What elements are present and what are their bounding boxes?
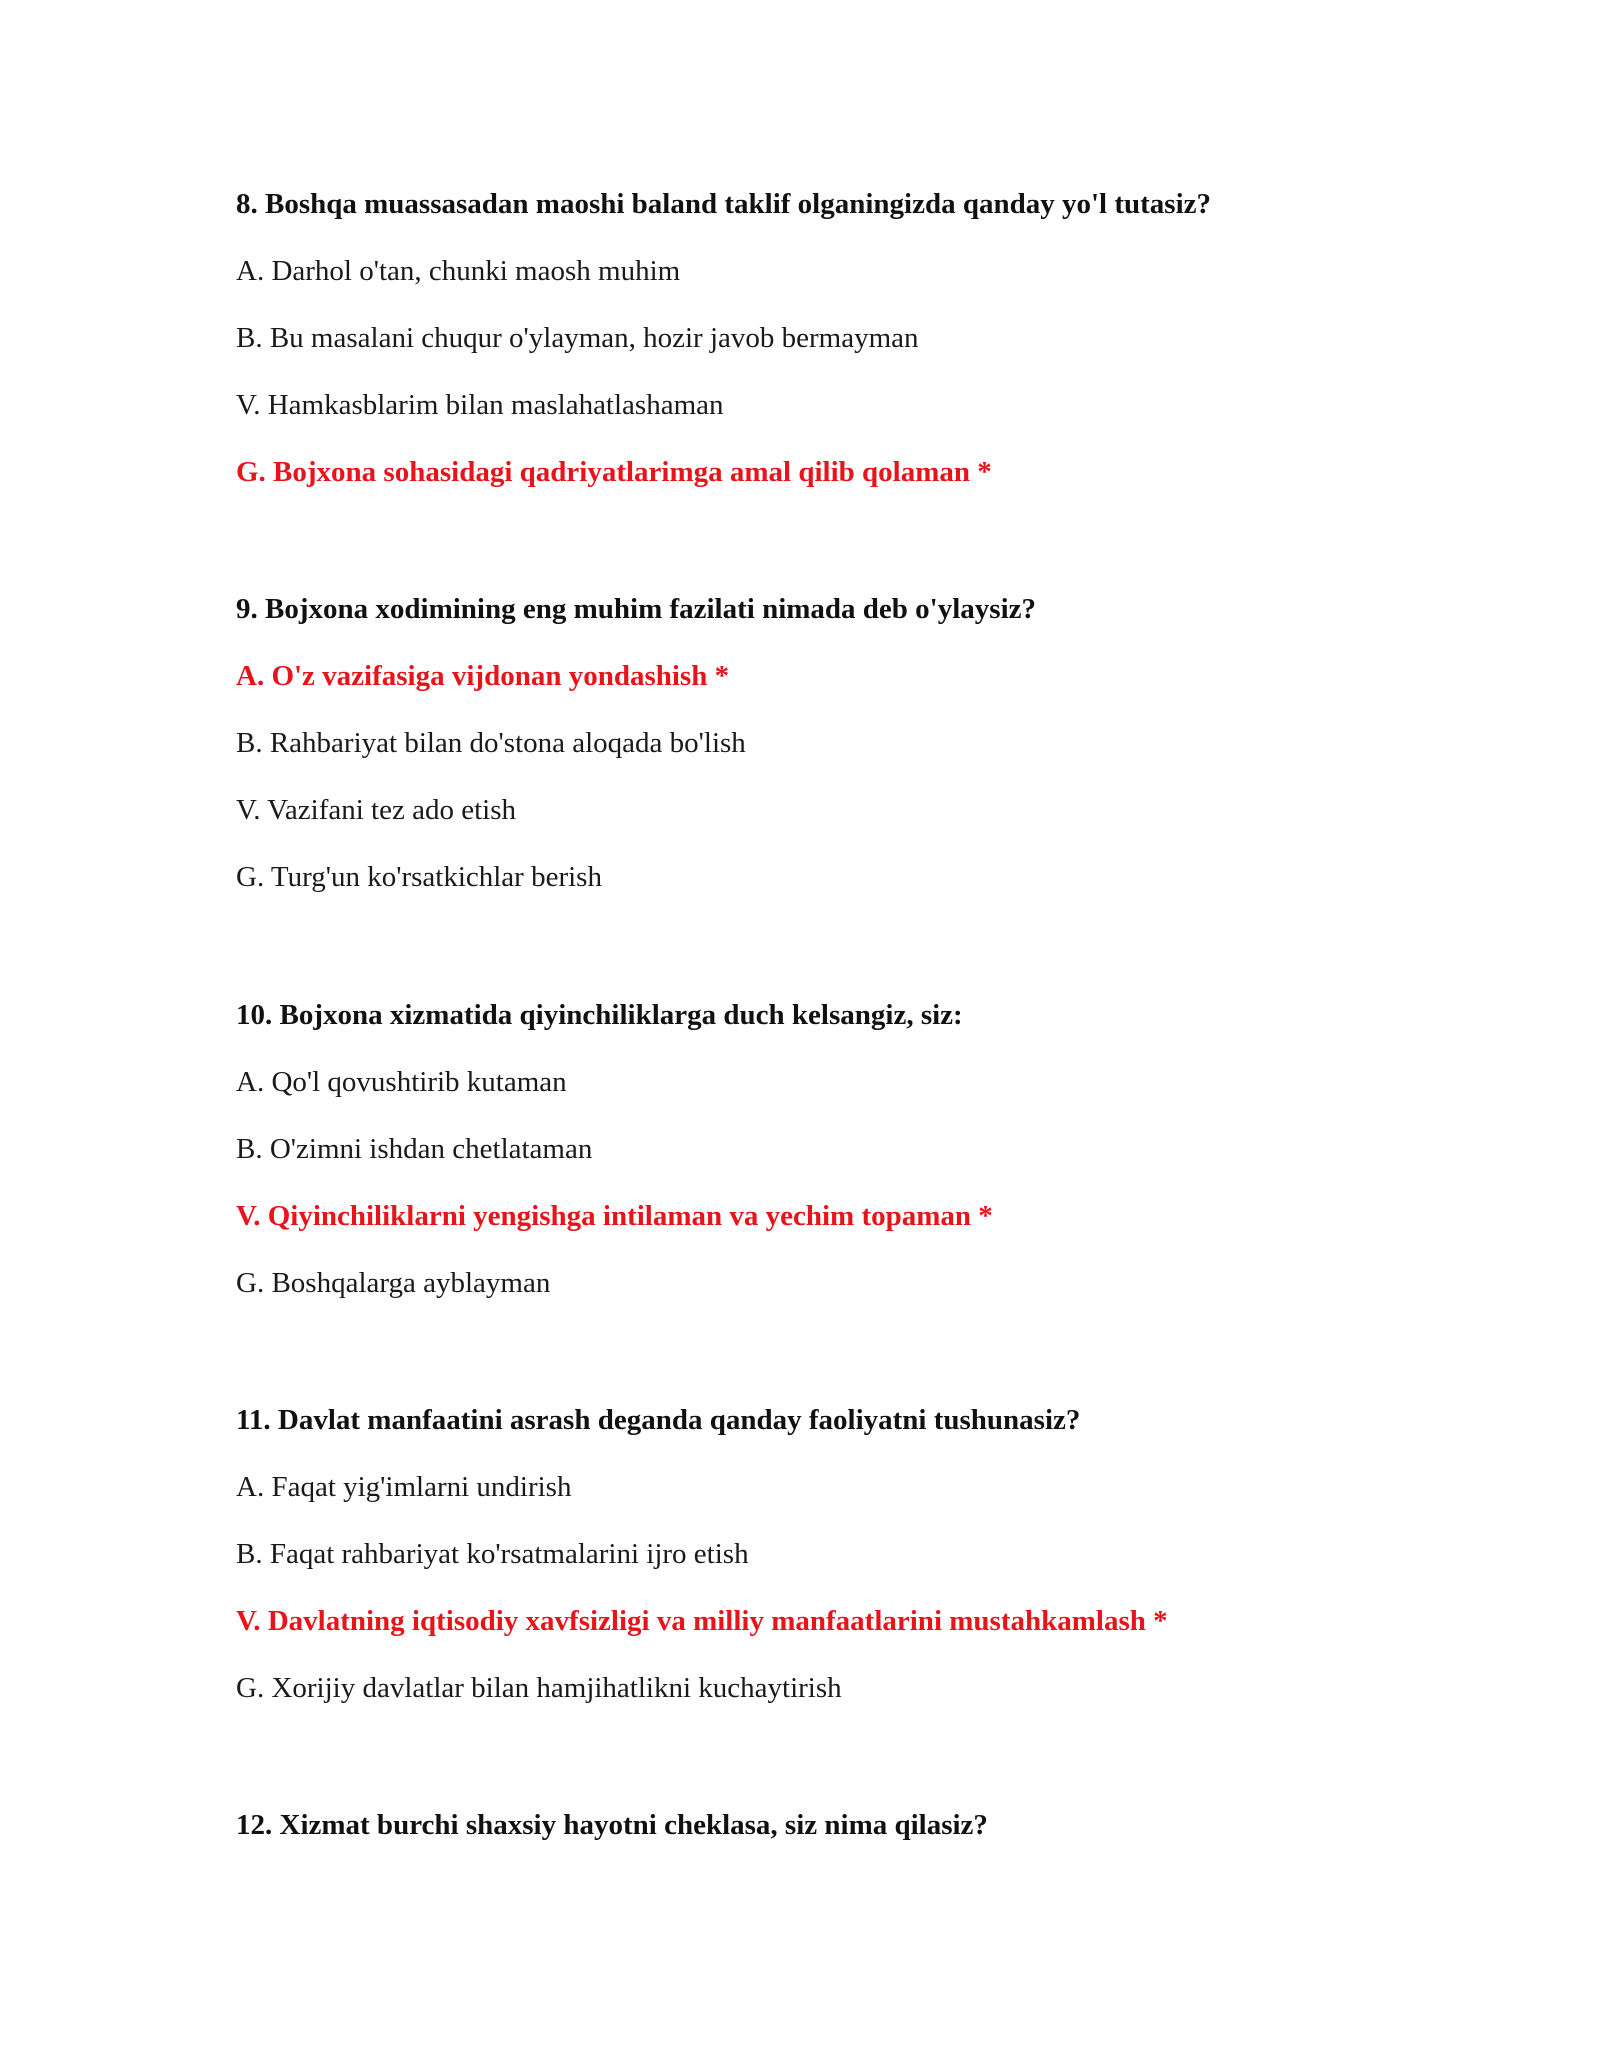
question-9-option-g: G. Turg'un ko'rsatkichlar berish (236, 861, 602, 893)
question-10-option-g: G. Boshqalarga ayblayman (236, 1267, 551, 1299)
question-11-text: 11. Davlat manfaatini asrash deganda qanday faoliyatni tushunasiz? (236, 1404, 1081, 1436)
question-10-option-b: B. O'zimni ishdan chetlataman (236, 1133, 593, 1165)
question-11-option-b: B. Faqat rahbariyat ko'rsatmalarini ijro etish (236, 1538, 749, 1570)
question-9-option-a-correct: A. O'z vazifasiga vijdonan yondashish * (236, 660, 730, 692)
question-8-text: 8. Boshqa muassasadan maoshi baland taklif olganingizda qanday yo'l tutasiz? (236, 188, 1211, 220)
question-10-text: 10. Bojxona xizmatida qiyinchiliklarga duch kelsangiz, siz: (236, 999, 963, 1031)
question-8-option-a: A. Darhol o'tan, chunki maosh muhim (236, 255, 681, 287)
question-11-option-v-correct: V. Davlatning iqtisodiy xavfsizligi va milliy manfaatlarini mustahkamlash * (236, 1605, 1168, 1637)
question-11-option-g: G. Xorijiy davlatlar bilan hamjihatlikni kuchaytirish (236, 1672, 842, 1704)
question-9-option-b: B. Rahbariyat bilan do'stona aloqada bo'lish (236, 727, 746, 759)
question-8-option-v: V. Hamkasblarim bilan maslahatlashaman (236, 389, 724, 421)
question-12-text: 12. Xizmat burchi shaxsiy hayotni cheklasa, siz nima qilasiz? (236, 1809, 988, 1841)
question-10-option-v-correct: V. Qiyinchiliklarni yengishga intilaman va yechim topaman * (236, 1200, 993, 1232)
question-8-option-g-correct: G. Bojxona sohasidagi qadriyatlarimga amal qilib qolaman * (236, 456, 992, 488)
question-11-option-a: A. Faqat yig'imlarni undirish (236, 1471, 572, 1503)
question-9-text: 9. Bojxona xodimining eng muhim fazilati nimada deb o'ylaysiz? (236, 593, 1037, 625)
question-10-option-a: A. Qo'l qovushtirib kutaman (236, 1066, 567, 1098)
question-8-option-b: B. Bu masalani chuqur o'ylayman, hozir javob bermayman (236, 322, 919, 354)
question-9-option-v: V. Vazifani tez ado etish (236, 794, 516, 826)
